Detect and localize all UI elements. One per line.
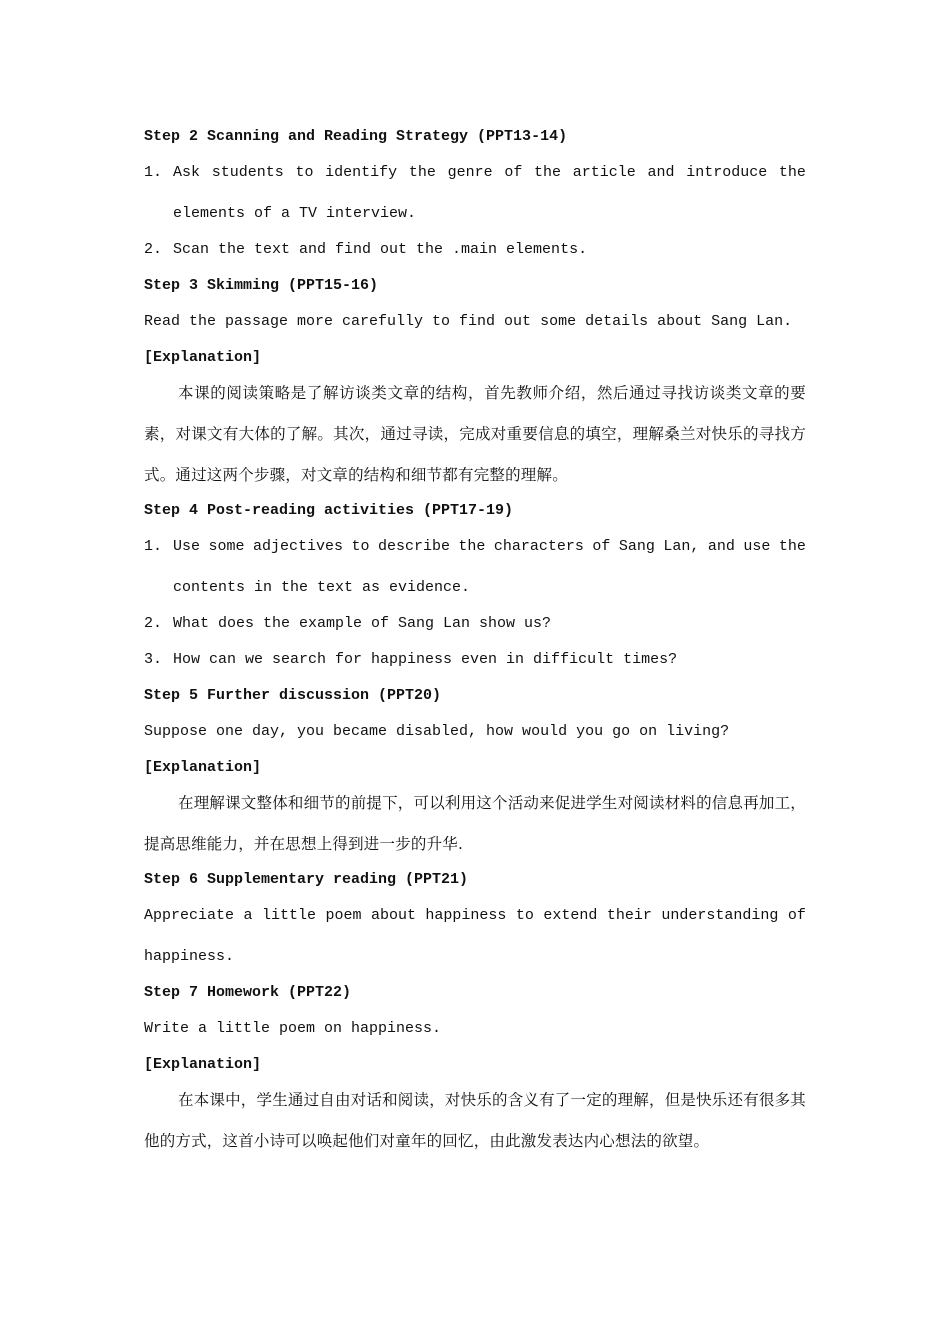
step2-item1-line: Ask students to identify the genre of the article and introduce the: [173, 164, 806, 181]
step7-heading: Step 7 Homework (PPT22): [144, 984, 352, 1001]
step6-continuation: happiness.: [144, 948, 235, 965]
explanation-label-2: [Explanation]: [144, 759, 262, 776]
step2-item2-text: Scan the text and find out the .main elements.: [173, 241, 588, 258]
explanation-label-1: [Explanation]: [144, 349, 262, 366]
step6-heading: Step 6 Supplementary reading (PPT21): [144, 871, 469, 888]
step4-item2-text: What does the example of Sang Lan show us?: [173, 615, 552, 632]
explanation-3-text: 在本课中，学生通过自由对话和阅读，对快乐的含义有了一定的理解，但是快乐还有很多其他的方式，这首小诗可以唤起他们对童年的回忆，由此激发表达内心想法的欲望。: [144, 1091, 807, 1150]
step4-item1-continuation: contents in the text as evidence.: [173, 579, 471, 596]
step4-item-1: [144, 536, 806, 558]
step5-heading: Step 5 Further discussion (PPT20): [144, 687, 442, 704]
step2-item1-continuation: elements of a TV interview.: [173, 205, 417, 222]
step2-heading: Step 2 Scanning and Reading Strategy (PPT13-14): [144, 128, 568, 145]
step7-text: Write a little poem on happiness.: [144, 1020, 442, 1037]
document-page: [144, 126, 806, 1162]
step4-item-2: [144, 613, 806, 635]
explanation-2-text: 在理解课文整体和细节的前提下，可以利用这个活动来促进学生对阅读材料的信息再加工，提高思维能力，并在思想上得到进一步的升华.: [144, 794, 807, 853]
list-number: 2.: [144, 241, 163, 258]
explanation-1-text: 本课的阅读策略是了解访谈类文章的结构，首先教师介绍，然后通过寻找访谈类文章的要素，对课文有大体的了解。其次，通过寻读，完成对重要信息的填空，理解桑兰对快乐的寻找方式。通过这两个步骤，对文章的结构和细节都有完整的理解。: [144, 384, 806, 484]
step4-item1-line: Use some adjectives to describe the characters of Sang Lan, and use the: [173, 538, 806, 555]
step4-heading: Step 4 Post-reading activities (PPT17-19): [144, 502, 514, 519]
list-number: 3.: [144, 651, 163, 668]
explanation-label-3: [Explanation]: [144, 1056, 262, 1073]
step3-text: Read the passage more carefully to find out some details about Sang Lan.: [144, 313, 793, 330]
step2-item-1: [144, 162, 806, 184]
list-number: 1.: [144, 538, 163, 555]
step3-heading: Step 3 Skimming (PPT15-16): [144, 277, 379, 294]
list-number: 2.: [144, 615, 163, 632]
list-number: 1.: [144, 164, 163, 181]
step6-line: Appreciate a little poem about happiness to extend their understanding of: [144, 907, 806, 924]
step4-item-3: [144, 649, 806, 671]
step5-text: Suppose one day, you became disabled, how would you go on living?: [144, 723, 730, 740]
step2-item-2: [144, 239, 806, 261]
step4-item3-text: How can we search for happiness even in difficult times?: [173, 651, 678, 668]
